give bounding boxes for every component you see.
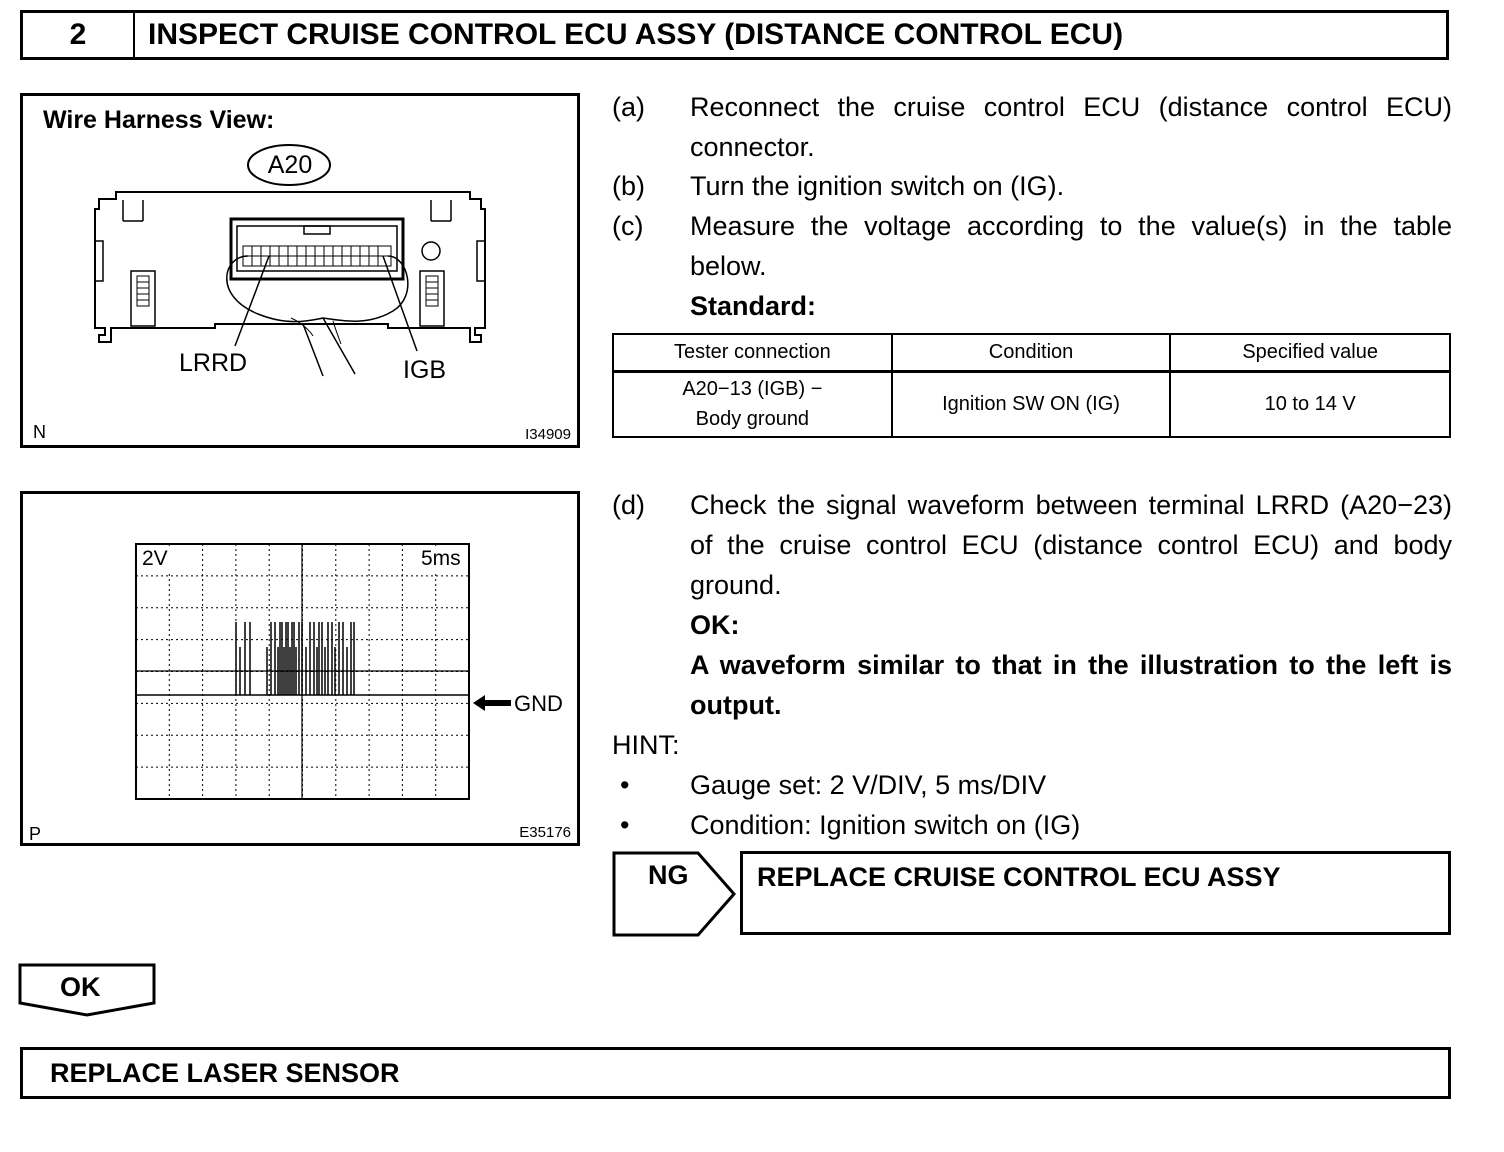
table-cell-value: 10 to 14 V (1170, 371, 1450, 437)
hint-item: Condition: Ignition switch on (IG) (690, 810, 1081, 840)
waveform-figure (20, 491, 580, 846)
step-c (612, 206, 1452, 286)
gnd-arrow (473, 695, 511, 711)
standard-label: Standard: (690, 291, 817, 321)
signal-waveform (136, 622, 469, 695)
spec-table (612, 333, 1451, 438)
ecu-housing (95, 192, 485, 342)
ok-criteria-label: OK: (690, 610, 740, 640)
igb-leader (383, 256, 417, 351)
wire-harness-figure (20, 93, 580, 448)
step-b (612, 166, 1452, 206)
connector-id-label: A20 (267, 151, 313, 179)
time-per-div-label: 5ms (421, 547, 461, 570)
figure-title: Wire Harness View: (43, 106, 275, 134)
step-title: INSPECT CRUISE CONTROL ECU ASSY (DISTANCE CONTROL ECU) (148, 18, 1124, 51)
ok-criteria-text: A waveform similar to that in the illustration to the left is output. (690, 650, 1452, 720)
table-cell-condition: Ignition SW ON (IG) (892, 371, 1171, 437)
step-d (612, 485, 1452, 605)
table-row (613, 371, 1450, 437)
table-header: Condition (892, 334, 1171, 371)
lrrd-leader (235, 256, 269, 346)
hint-title: HINT: (612, 730, 680, 760)
connector-illustration (23, 96, 577, 445)
step-d-label: (d) (612, 490, 645, 520)
figure-id: E35176 (519, 824, 571, 841)
step-a-text: Reconnect the cruise control ECU (distance control ECU) connector. (690, 92, 1452, 162)
ok-tag-label: OK (60, 972, 101, 1002)
step-header (20, 10, 1449, 60)
ng-action-box (740, 851, 1451, 935)
step-b-label: (b) (612, 171, 645, 201)
gnd-label: GND (514, 691, 563, 716)
connection-line-2: Body ground (695, 408, 810, 431)
hint-item: Gauge set: 2 V/DIV, 5 ms/DIV (690, 770, 1047, 800)
step-a-label: (a) (612, 92, 645, 122)
table-header: Specified value (1170, 334, 1450, 371)
igb-label: IGB (403, 356, 447, 384)
step-c-label: (c) (612, 211, 644, 241)
hint-bullet: • (620, 810, 630, 840)
table-cell-connection (613, 371, 892, 437)
ng-action-text: REPLACE CRUISE CONTROL ECU ASSY (757, 862, 1281, 892)
figure-corner-letter: N (33, 422, 46, 442)
ok-action-box (20, 1047, 1451, 1099)
volts-per-div-label: 2V (142, 547, 168, 570)
figure-id: I34909 (525, 426, 571, 443)
ng-tag-label: NG (648, 860, 689, 890)
connection-line-1: A20−13 (IGB) − (682, 378, 823, 401)
connector-body (231, 219, 403, 279)
ok-action-text: REPLACE LASER SENSOR (50, 1058, 400, 1088)
step-d-text: Check the signal waveform between terminal LRRD (A20−23) of the cruise control ECU (distance control ECU) and body ground. (690, 490, 1452, 600)
step-a (612, 87, 1452, 167)
oscilloscope-screen (23, 494, 577, 843)
step-number: 2 (23, 13, 135, 57)
step-c-text: Measure the voltage according to the value(s) in the table below. (690, 211, 1452, 281)
hint-bullet: • (620, 770, 630, 800)
step-b-text: Turn the ignition switch on (IG). (690, 171, 1065, 201)
figure-corner-letter: P (29, 824, 42, 844)
table-header: Tester connection (613, 334, 892, 371)
lrrd-label: LRRD (179, 349, 248, 377)
